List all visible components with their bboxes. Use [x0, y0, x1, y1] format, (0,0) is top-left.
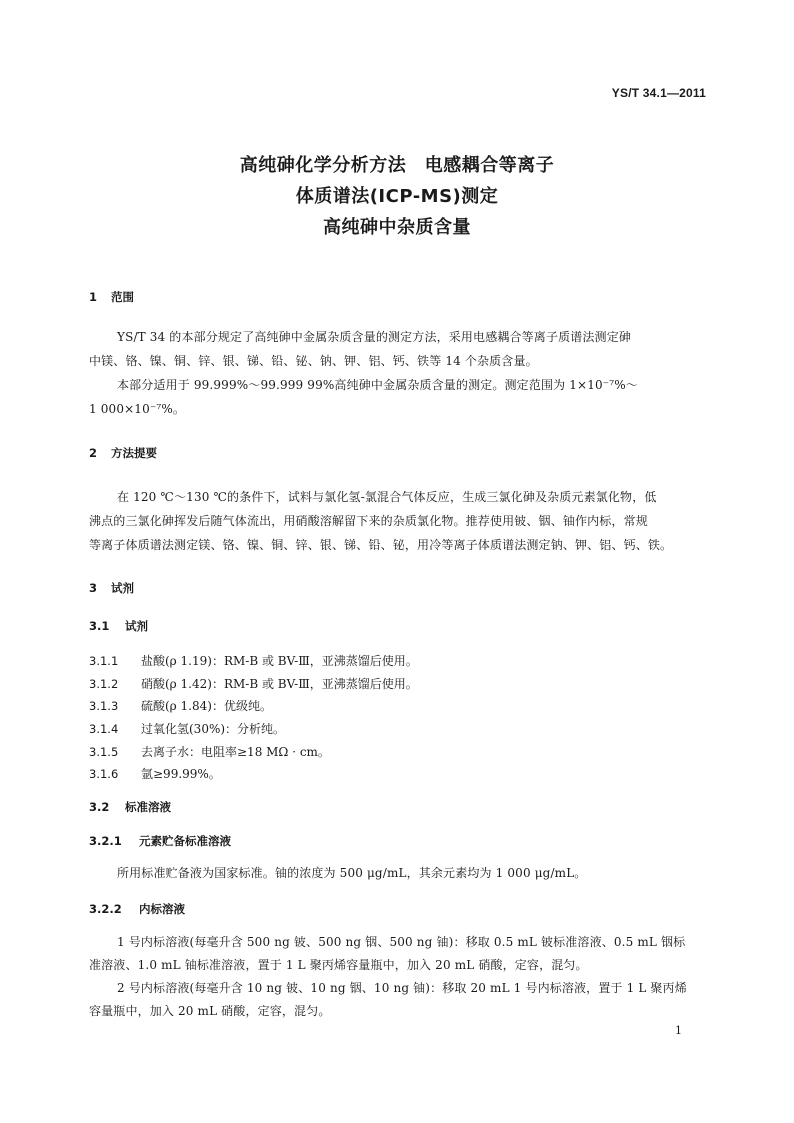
- subsubsection-title: 内标溶液: [139, 902, 185, 916]
- paragraph-line: 容量瓶中，加入 20 mL 硝酸，定容，混匀。: [89, 1004, 331, 1018]
- standard-code: YS/T 34.1—2011: [611, 86, 706, 100]
- paragraph-line: YS/T 34 的本部分规定了高纯砷中金属杂质含量的测定方法，采用电感耦合等离子质谱法测定砷: [117, 330, 631, 344]
- paragraph-line: 沸点的三氯化砷挥发后随气体流出，用硝酸溶解留下来的杂质氯化物。推荐使用铍、铟、铀作内标，常规: [89, 514, 648, 528]
- document-title-line-1: 高纯砷化学分析方法 电感耦合等离子: [239, 155, 555, 176]
- list-item: [89, 654, 418, 668]
- subsection-number: 3.1: [89, 619, 110, 633]
- item-number: 3.1.5: [89, 745, 119, 759]
- subsubsection-number: 3.2.1: [89, 834, 122, 848]
- item-text: 氩≥99.99%。: [141, 767, 221, 781]
- subsubsection-number: 3.2.2: [89, 902, 122, 916]
- section-heading-2: [89, 446, 157, 460]
- item-number: 3.1.6: [89, 767, 119, 781]
- item-number: 3.1.4: [89, 722, 119, 736]
- subsection-number: 3.2: [89, 800, 110, 814]
- item-number: 3.1.3: [89, 699, 119, 713]
- section-heading-1: [89, 290, 134, 304]
- section-number: 2: [89, 446, 98, 460]
- paragraph-line: 1 号内标溶液(每毫升含 500 ng 铍、500 ng 铟、500 ng 铀)：移取 0.5 mL 铍标准溶液、0.5 mL 铟标: [117, 935, 686, 949]
- list-item: [89, 745, 330, 759]
- paragraph-line: 本部分适用于 99.999%～99.999 99%高纯砷中金属杂质含量的测定。测定范围为 1×10⁻⁷%～: [117, 378, 638, 392]
- subsection-heading-3-1: [89, 619, 148, 633]
- list-item: [89, 767, 221, 781]
- section-title: 试剂: [111, 581, 134, 595]
- subsection-title: 试剂: [125, 619, 148, 633]
- item-number: 3.1.2: [89, 677, 119, 691]
- list-item: [89, 722, 285, 736]
- section-heading-3: [89, 581, 134, 595]
- section-title: 方法提要: [111, 446, 157, 460]
- subsubsection-heading-3-2-2: [89, 902, 185, 916]
- page-number: 1: [675, 1024, 682, 1037]
- item-text: 去离子水：电阻率≥18 MΩ · cm。: [141, 745, 330, 759]
- subsubsection-title: 元素贮备标准溶液: [139, 834, 231, 848]
- subsubsection-heading-3-2-1: [89, 834, 231, 848]
- item-text: 过氧化氢(30%)：分析纯。: [141, 722, 286, 736]
- section-number: 1: [89, 290, 98, 304]
- document-title-line-3: 高纯砷中杂质含量: [323, 217, 471, 238]
- item-text: 硝酸(ρ 1.42)：RM-B 或 BV-Ⅲ，亚沸蒸馏后使用。: [141, 677, 418, 691]
- item-number: 3.1.1: [89, 654, 119, 668]
- paragraph-line: 在 120 ℃～130 ℃的条件下，试料与氯化氢-氯混合气体反应，生成三氯化砷及杂质元素氯化物，低: [117, 490, 657, 504]
- subsection-title: 标准溶液: [125, 800, 171, 814]
- section-title: 范围: [111, 290, 134, 304]
- document-title-line-2: 体质谱法(ICP-MS)测定: [295, 186, 499, 207]
- item-text: 硫酸(ρ 1.84)：优级纯。: [141, 699, 272, 713]
- subsection-heading-3-2: [89, 800, 171, 814]
- paragraph-line: 2 号内标溶液(每毫升含 10 ng 铍、10 ng 铟、10 ng 铀)：移取 20 mL 1 号内标溶液，置于 1 L 聚丙烯: [117, 981, 687, 995]
- paragraph-line: 所用标准贮备液为国家标准。铀的浓度为 500 μg/mL，其余元素均为 1 000 μg/mL。: [117, 866, 587, 880]
- paragraph-line: 1 000×10⁻⁷%。: [89, 402, 186, 416]
- paragraph-line: 等离子体质谱法测定镁、铬、镍、铜、锌、银、锑、铅、铋，用冷等离子体质谱法测定钠、钾、铝、钙、铁。: [89, 538, 673, 552]
- item-text: 盐酸(ρ 1.19)：RM-B 或 BV-Ⅲ，亚沸蒸馏后使用。: [141, 654, 418, 668]
- section-number: 3: [89, 581, 98, 595]
- list-item: [89, 699, 272, 713]
- paragraph-line: 中镁、铬、镍、铜、锌、银、锑、铅、铋、钠、钾、铝、钙、铁等 14 个杂质含量。: [89, 354, 538, 368]
- list-item: [89, 677, 418, 691]
- paragraph-line: 准溶液、1.0 mL 铀标准溶液，置于 1 L 聚丙烯容量瓶中，加入 20 mL 硝酸，定容，混匀。: [89, 958, 588, 972]
